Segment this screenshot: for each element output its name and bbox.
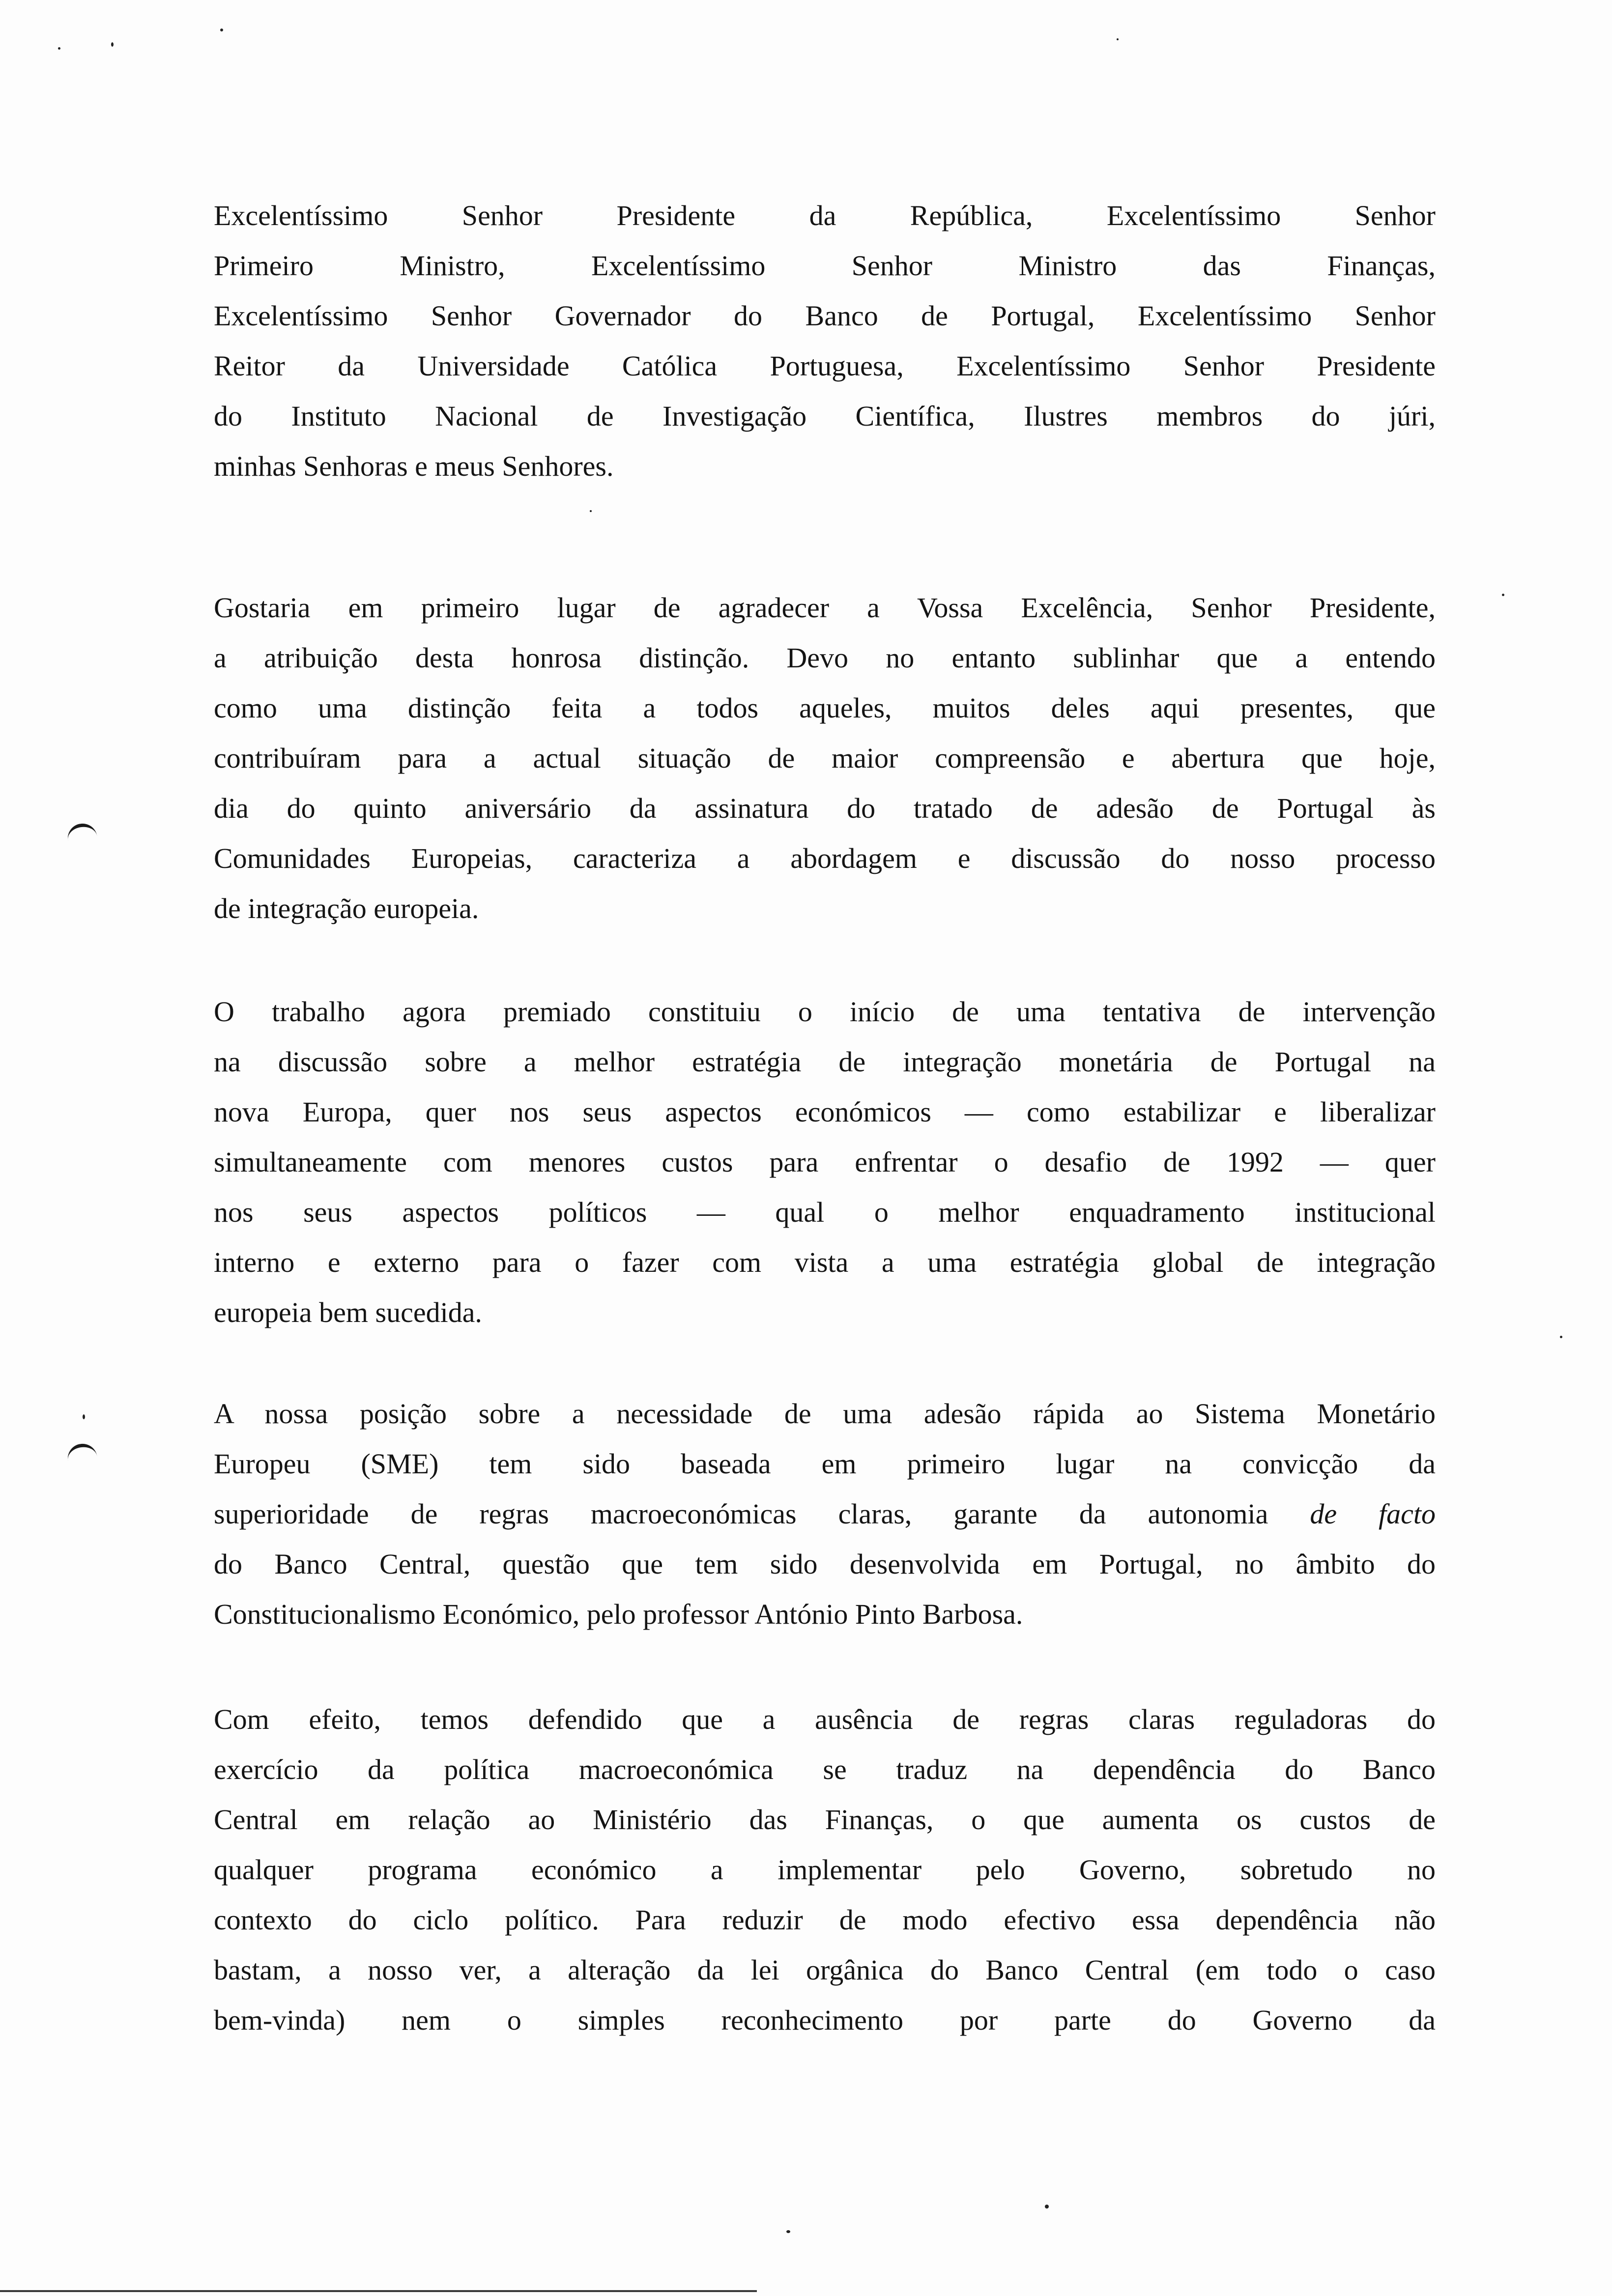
text-line: Reitor da Universidade Católica Portuguesa, Excelentíssimo Senhor Presidente	[214, 350, 1436, 382]
text-line: dia do quinto aniversário da assinatura do tratado de adesão de Portugal às	[214, 792, 1436, 824]
text-line: a atribuição desta honrosa distinção. Devo no entanto sublinhar que a entendo	[214, 642, 1436, 674]
text-line: qualquer programa económico a implementar pelo Governo, sobretudo no	[214, 1854, 1436, 1886]
text-line: Constitucionalismo Económico, pelo professor António Pinto Barbosa.	[214, 1598, 1023, 1630]
scan-speck	[1117, 38, 1119, 40]
text-line: como uma distinção feita a todos aqueles, muitos deles aqui presentes, que	[214, 692, 1436, 724]
text-line: na discussão sobre a melhor estratégia de integração monetária de Portugal na	[214, 1046, 1436, 1078]
text-line: Gostaria em primeiro lugar de agradecer a Vossa Excelência, Senhor Presidente,	[214, 592, 1436, 624]
italic-term: de facto	[1310, 1498, 1436, 1530]
scan-speck	[590, 510, 592, 512]
text-line: nos seus aspectos políticos — qual o melhor enquadramento institucional	[214, 1196, 1436, 1228]
text-line: Excelentíssimo Senhor Governador do Banco de Portugal, Excelentíssimo Senhor	[214, 300, 1436, 332]
text-line: europeia bem sucedida.	[214, 1296, 482, 1328]
text-line: exercício da política macroeconómica se traduz na dependência do Banco	[214, 1753, 1436, 1785]
scan-speck	[220, 29, 223, 31]
paragraph-work	[214, 987, 1436, 1338]
paragraph-thanks	[214, 583, 1436, 934]
text-line: bem-vinda) nem o simples reconhecimento por parte do Governo da	[214, 2004, 1436, 2036]
text-line: Primeiro Ministro, Excelentíssimo Senhor Ministro das Finanças,	[214, 250, 1436, 282]
text-line: contribuíram para a actual situação de maior compreensão e abertura que hoje,	[214, 742, 1436, 774]
text-line: nova Europa, quer nos seus aspectos económicos — como estabilizar e liberalizar	[214, 1096, 1436, 1128]
scan-speck	[58, 47, 60, 50]
text-line: Europeu (SME) tem sido baseada em primeiro lugar na convicção da	[214, 1448, 1436, 1480]
text-line: minhas Senhoras e meus Senhores.	[214, 450, 614, 482]
scan-mark	[66, 822, 97, 842]
scan-mark	[66, 1442, 97, 1462]
text-line-with-italic	[214, 1489, 1436, 1539]
text-line: simultaneamente com menores custos para enfrentar o desafio de 1992 — quer	[214, 1146, 1436, 1178]
scan-speck	[786, 2230, 790, 2233]
text-line: contexto do ciclo político. Para reduzir de modo efectivo essa dependência não	[214, 1904, 1436, 1936]
text-line: Excelentíssimo Senhor Presidente da República, Excelentíssimo Senhor	[214, 200, 1436, 231]
text-line: O trabalho agora premiado constituiu o início de uma tentativa de intervenção	[214, 996, 1436, 1028]
text-line: Com efeito, temos defendido que a ausência de regras claras reguladoras do	[214, 1703, 1436, 1735]
text-line: bastam, a nosso ver, a alteração da lei orgânica do Banco Central (em todo o caso	[214, 1954, 1436, 1986]
scan-speck	[1045, 2205, 1049, 2209]
paragraph-effect	[214, 1694, 1436, 2045]
scan-speck	[111, 42, 114, 47]
paragraph-greeting	[214, 191, 1436, 491]
text-line: do Instituto Nacional de Investigação Científica, Ilustres membros do júri,	[214, 400, 1436, 432]
bottom-edge-line	[0, 2290, 757, 2292]
text-segment: superioridade de regras macroeconómicas claras, garante da autonomia	[214, 1498, 1268, 1530]
scan-speck	[83, 1414, 85, 1419]
scan-speck	[1560, 1336, 1562, 1338]
text-line: do Banco Central, questão que tem sido desenvolvida em Portugal, no âmbito do	[214, 1548, 1436, 1580]
text-line: de integração europeia.	[214, 892, 479, 924]
paragraph-position	[214, 1389, 1436, 1639]
text-line: Comunidades Europeias, caracteriza a abordagem e discussão do nosso processo	[214, 842, 1436, 874]
text-line: interno e externo para o fazer com vista a uma estratégia global de integração	[214, 1246, 1436, 1278]
scan-speck	[1502, 594, 1504, 596]
text-line: A nossa posição sobre a necessidade de uma adesão rápida ao Sistema Monetário	[214, 1398, 1436, 1430]
text-line: Central em relação ao Ministério das Finanças, o que aumenta os custos de	[214, 1804, 1436, 1836]
